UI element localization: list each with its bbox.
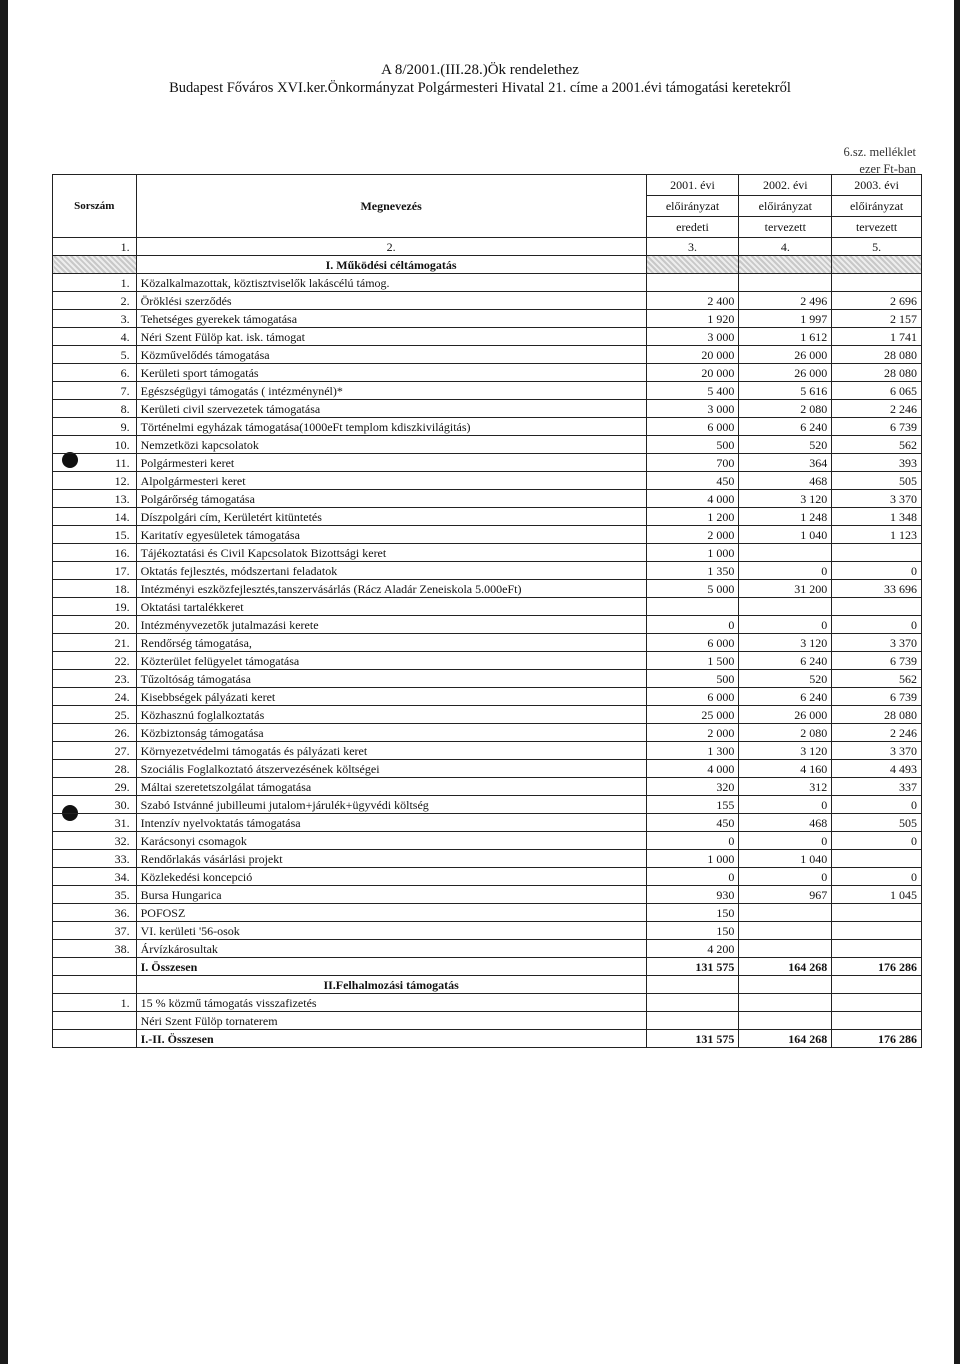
row-number: [53, 1012, 137, 1030]
table-row: [53, 472, 922, 490]
row-number: 1.: [53, 994, 137, 1012]
value-2001: 0: [646, 868, 739, 886]
value-2001: 150: [646, 904, 739, 922]
value-2001: 6 000: [646, 634, 739, 652]
row-number: 11.: [53, 454, 137, 472]
row-number: 34.: [53, 868, 137, 886]
scan-edge-right: [954, 0, 960, 1364]
value-2001: 3 000: [646, 400, 739, 418]
row-number: 7.: [53, 382, 137, 400]
table-row: [53, 760, 922, 778]
value-2002: 6 240: [739, 688, 832, 706]
table-row: [53, 598, 922, 616]
row-name: Tűzoltóság támogatása: [136, 670, 646, 688]
value-2001: [646, 994, 739, 1012]
value-2002: [739, 904, 832, 922]
value-2001: 20 000: [646, 346, 739, 364]
value-2003: [832, 904, 922, 922]
table-row: [53, 940, 922, 958]
row-number: 4.: [53, 328, 137, 346]
row-number: 21.: [53, 634, 137, 652]
annex-label: 6.sz. melléklet: [843, 145, 916, 159]
row-name: Kerületi sport támogatás: [136, 364, 646, 382]
value-2001: 20 000: [646, 364, 739, 382]
table-row: [53, 508, 922, 526]
value-2001: 700: [646, 454, 739, 472]
row-number: 38.: [53, 940, 137, 958]
value-2002: 6 240: [739, 418, 832, 436]
table-row: [53, 850, 922, 868]
value-2002: 3 120: [739, 490, 832, 508]
value-2001: 4 200: [646, 940, 739, 958]
row-number: [53, 1030, 137, 1048]
value-2001: [646, 1012, 739, 1030]
value-2001: 5 400: [646, 382, 739, 400]
row-name: Polgármesteri keret: [136, 454, 646, 472]
table-row: [53, 868, 922, 886]
col-header-megnevezes: Megnevezés: [136, 175, 646, 238]
row-number: 23.: [53, 670, 137, 688]
value-2003: 3 370: [832, 490, 922, 508]
value-2001: 0: [646, 832, 739, 850]
row-name: Intézményvezetők jutalmazási kerete: [136, 616, 646, 634]
col-header-2001-type: előirányzat: [646, 196, 739, 217]
row-number: 9.: [53, 418, 137, 436]
value-2001: 6 000: [646, 688, 739, 706]
row-number: 35.: [53, 886, 137, 904]
value-2003: [832, 922, 922, 940]
row-name: I. Összesen: [136, 958, 646, 976]
value-2003: 393: [832, 454, 922, 472]
empty-cell: [646, 976, 739, 994]
value-2003: 337: [832, 778, 922, 796]
value-2003: 0: [832, 796, 922, 814]
value-2001: 0: [646, 616, 739, 634]
value-2002: 1 612: [739, 328, 832, 346]
col-header-sorszam: Sorszám: [53, 175, 137, 238]
row-name: Szabó Istvánné jubilleumi jutalom+járulék+ügyvédi költség: [136, 796, 646, 814]
value-2002: 1 997: [739, 310, 832, 328]
row-name: Közlekedési koncepció: [136, 868, 646, 886]
col-number: 4.: [739, 238, 832, 256]
table-row: [53, 814, 922, 832]
row-name: Karitatív egyesületek támogatása: [136, 526, 646, 544]
table-row: [53, 706, 922, 724]
row-number: 5.: [53, 346, 137, 364]
value-2003: [832, 994, 922, 1012]
row-number: 37.: [53, 922, 137, 940]
row-name: Szociális Foglalkoztató átszervezésének költségei: [136, 760, 646, 778]
value-2002: 1 040: [739, 850, 832, 868]
table-row: [53, 742, 922, 760]
value-2002: 2 080: [739, 724, 832, 742]
value-2003: 2 696: [832, 292, 922, 310]
value-2003: 562: [832, 436, 922, 454]
table-row: [53, 310, 922, 328]
value-2002: 3 120: [739, 742, 832, 760]
col-header-2003-year: 2003. évi: [832, 175, 922, 196]
row-name: VI. kerületi '56-osok: [136, 922, 646, 940]
table-row: [53, 544, 922, 562]
value-2001: 5 000: [646, 580, 739, 598]
section-title-row: [53, 976, 922, 994]
table-row: [53, 490, 922, 508]
value-2003: [832, 598, 922, 616]
document-reference: A 8/2001.(III.28.)Ök rendelethez: [381, 62, 579, 78]
table-row: [53, 616, 922, 634]
value-2001: [646, 598, 739, 616]
value-2003: 0: [832, 832, 922, 850]
value-2002: 967: [739, 886, 832, 904]
row-number: 20.: [53, 616, 137, 634]
value-2003: 1 045: [832, 886, 922, 904]
row-number: 8.: [53, 400, 137, 418]
value-2001: 2 400: [646, 292, 739, 310]
value-2002: 0: [739, 868, 832, 886]
row-number: 14.: [53, 508, 137, 526]
value-2003: 2 246: [832, 724, 922, 742]
row-number: 26.: [53, 724, 137, 742]
table-row: [53, 274, 922, 292]
table-row: [53, 454, 922, 472]
row-name: Rendőrlakás vásárlási projekt: [136, 850, 646, 868]
value-2003: 1 741: [832, 328, 922, 346]
value-2003: 0: [832, 868, 922, 886]
row-number: 12.: [53, 472, 137, 490]
value-2002: 5 616: [739, 382, 832, 400]
value-2002: 26 000: [739, 364, 832, 382]
value-2001: 3 000: [646, 328, 739, 346]
value-2002: 1 040: [739, 526, 832, 544]
table-row: [53, 688, 922, 706]
value-2002: 520: [739, 670, 832, 688]
value-2001: 1 350: [646, 562, 739, 580]
row-name: Közbiztonság támogatása: [136, 724, 646, 742]
shaded-cell: [739, 256, 832, 274]
row-number: 17.: [53, 562, 137, 580]
value-2001: 2 000: [646, 526, 739, 544]
row-name: Intenzív nyelvoktatás támogatása: [136, 814, 646, 832]
table-row: [53, 400, 922, 418]
value-2002: 0: [739, 562, 832, 580]
row-name: Közalkalmazottak, köztisztviselők lakáscélú támog.: [136, 274, 646, 292]
value-2003: 6 065: [832, 382, 922, 400]
value-2001: 150: [646, 922, 739, 940]
value-2002: 468: [739, 472, 832, 490]
row-number: 32.: [53, 832, 137, 850]
row-name: Néri Szent Fülöp tornaterem: [136, 1012, 646, 1030]
row-name: Közterület felügyelet támogatása: [136, 652, 646, 670]
shaded-cell: [832, 256, 922, 274]
table-row: [53, 436, 922, 454]
table-row: [53, 634, 922, 652]
row-name: Történelmi egyházak támogatása(1000eFt templom kdiszkivilágitás): [136, 418, 646, 436]
col-number: 2.: [136, 238, 646, 256]
row-number: [53, 958, 137, 976]
value-2003: 505: [832, 472, 922, 490]
document-title: Budapest Főváros XVI.ker.Önkormányzat Polgármesteri Hivatal 21. címe a 2001.évi támogatási keretekről: [169, 80, 791, 96]
value-2001: 1 200: [646, 508, 739, 526]
empty-cell: [739, 976, 832, 994]
value-2003: 0: [832, 616, 922, 634]
value-2002: [739, 598, 832, 616]
empty-cell: [832, 976, 922, 994]
value-2003: 562: [832, 670, 922, 688]
row-name: 15 % közmű támogatás visszafizetés: [136, 994, 646, 1012]
value-2001: 1 500: [646, 652, 739, 670]
value-2003: 6 739: [832, 418, 922, 436]
value-2001: 450: [646, 814, 739, 832]
value-2002: [739, 994, 832, 1012]
table-row: [53, 904, 922, 922]
value-2002: 312: [739, 778, 832, 796]
table-row: [53, 328, 922, 346]
table-row: [53, 364, 922, 382]
value-2003: [832, 850, 922, 868]
value-2003: 6 739: [832, 652, 922, 670]
value-2003: 2 246: [832, 400, 922, 418]
col-header-2003-type: előirányzat: [832, 196, 922, 217]
row-name: Polgárőrség támogatása: [136, 490, 646, 508]
value-2003: 176 286: [832, 958, 922, 976]
value-2002: 164 268: [739, 1030, 832, 1048]
row-number: 18.: [53, 580, 137, 598]
row-name: Néri Szent Fülöp kat. isk. támogat: [136, 328, 646, 346]
value-2001: 1 000: [646, 850, 739, 868]
value-2003: 3 370: [832, 742, 922, 760]
value-2002: 0: [739, 832, 832, 850]
row-name: POFOSZ: [136, 904, 646, 922]
row-name: Kisebbségek pályázati keret: [136, 688, 646, 706]
value-2001: 155: [646, 796, 739, 814]
col-number: 1.: [53, 238, 137, 256]
value-2003: 176 286: [832, 1030, 922, 1048]
value-2002: 6 240: [739, 652, 832, 670]
row-number: 27.: [53, 742, 137, 760]
row-number: 2.: [53, 292, 137, 310]
row-number: 10.: [53, 436, 137, 454]
value-2003: 2 157: [832, 310, 922, 328]
value-2001: 500: [646, 670, 739, 688]
value-2003: 33 696: [832, 580, 922, 598]
row-name: Intézményi eszközfejlesztés,tanszervásárlás (Rácz Aladár Zeneiskola 5.000eFt): [136, 580, 646, 598]
table-row: [53, 922, 922, 940]
unit-label: ezer Ft-ban: [859, 162, 916, 176]
value-2002: 0: [739, 796, 832, 814]
value-2002: 1 248: [739, 508, 832, 526]
value-2003: 3 370: [832, 634, 922, 652]
row-number: 22.: [53, 652, 137, 670]
value-2003: 28 080: [832, 364, 922, 382]
table-row: [53, 418, 922, 436]
row-name: Árvízkárosultak: [136, 940, 646, 958]
value-2003: 0: [832, 562, 922, 580]
value-2002: 0: [739, 616, 832, 634]
value-2003: [832, 544, 922, 562]
value-2001: 4 000: [646, 760, 739, 778]
col-header-2002-year: 2002. évi: [739, 175, 832, 196]
value-2001: 6 000: [646, 418, 739, 436]
value-2003: [832, 1012, 922, 1030]
value-2003: 505: [832, 814, 922, 832]
col-header-2002-type: előirányzat: [739, 196, 832, 217]
value-2001: 1 000: [646, 544, 739, 562]
row-number: 30.: [53, 796, 137, 814]
table-row: [53, 778, 922, 796]
value-2002: 26 000: [739, 346, 832, 364]
table-row: [53, 292, 922, 310]
row-number: 19.: [53, 598, 137, 616]
value-2001: 2 000: [646, 724, 739, 742]
value-2002: [739, 940, 832, 958]
table-row: [53, 382, 922, 400]
row-number: 6.: [53, 364, 137, 382]
value-2003: 4 493: [832, 760, 922, 778]
row-name: Bursa Hungarica: [136, 886, 646, 904]
value-2003: 6 739: [832, 688, 922, 706]
col-header-2001-year: 2001. évi: [646, 175, 739, 196]
table-row: [53, 886, 922, 904]
shaded-cell: [646, 256, 739, 274]
value-2001: 1 300: [646, 742, 739, 760]
row-name: Rendőrség támogatása,: [136, 634, 646, 652]
value-2003: 1 123: [832, 526, 922, 544]
value-2003: 28 080: [832, 346, 922, 364]
row-name: Tehetséges gyerekek támogatása: [136, 310, 646, 328]
scan-edge-left: [0, 0, 8, 1364]
col-header-2002-status: tervezett: [739, 217, 832, 238]
value-2001: 930: [646, 886, 739, 904]
col-number: 3.: [646, 238, 739, 256]
row-name: Egészségügyi támogatás ( intézménynél)*: [136, 382, 646, 400]
table-row: [53, 832, 922, 850]
value-2003: [832, 940, 922, 958]
value-2002: 364: [739, 454, 832, 472]
row-name: Máltai szeretetszolgálat támogatása: [136, 778, 646, 796]
row-name: Öröklési szerződés: [136, 292, 646, 310]
value-2002: [739, 274, 832, 292]
row-number: 25.: [53, 706, 137, 724]
section-title: I. Működési céltámogatás: [136, 256, 646, 274]
row-name: Közművelődés támogatása: [136, 346, 646, 364]
col-number: 5.: [832, 238, 922, 256]
budget-table: [52, 174, 922, 1048]
value-2002: 2 496: [739, 292, 832, 310]
row-number: 16.: [53, 544, 137, 562]
value-2001: 131 575: [646, 958, 739, 976]
row-name: Környezetvédelmi támogatás és pályázati keret: [136, 742, 646, 760]
table-row: [53, 580, 922, 598]
row-name: Kerületi civil szervezetek támogatása: [136, 400, 646, 418]
value-2001: 320: [646, 778, 739, 796]
row-name: Oktatási tartalékkeret: [136, 598, 646, 616]
table-row: [53, 346, 922, 364]
col-header-2003-status: tervezett: [832, 217, 922, 238]
row-number: 1.: [53, 274, 137, 292]
total-row: [53, 958, 922, 976]
section-title: II.Felhalmozási támogatás: [136, 976, 646, 994]
col-header-2001-status: eredeti: [646, 217, 739, 238]
table-row: [53, 994, 922, 1012]
value-2001: 450: [646, 472, 739, 490]
row-number: 29.: [53, 778, 137, 796]
value-2002: 520: [739, 436, 832, 454]
row-name: I.-II. Összesen: [136, 1030, 646, 1048]
row-name: Alpolgármesteri keret: [136, 472, 646, 490]
value-2003: [832, 274, 922, 292]
value-2001: 4 000: [646, 490, 739, 508]
table-row: [53, 724, 922, 742]
row-number: 31.: [53, 814, 137, 832]
table-row: [53, 526, 922, 544]
row-number: 33.: [53, 850, 137, 868]
row-name: Közhasznú foglalkoztatás: [136, 706, 646, 724]
value-2002: 4 160: [739, 760, 832, 778]
row-number: 15.: [53, 526, 137, 544]
table-row: [53, 562, 922, 580]
value-2002: 26 000: [739, 706, 832, 724]
row-name: Tájékoztatási és Civil Kapcsolatok Bizottsági keret: [136, 544, 646, 562]
row-number: 28.: [53, 760, 137, 778]
value-2003: 28 080: [832, 706, 922, 724]
row-number: 13.: [53, 490, 137, 508]
value-2002: [739, 922, 832, 940]
value-2001: 1 920: [646, 310, 739, 328]
row-name: Oktatás fejlesztés, módszertani feladatok: [136, 562, 646, 580]
row-name: Nemzetközi kapcsolatok: [136, 436, 646, 454]
table-row: [53, 796, 922, 814]
value-2002: 3 120: [739, 634, 832, 652]
row-number: 36.: [53, 904, 137, 922]
row-number: 24.: [53, 688, 137, 706]
row-name: Díszpolgári cím, Kerületért kitüntetés: [136, 508, 646, 526]
table-row: [53, 670, 922, 688]
empty-cell: [53, 976, 137, 994]
row-name: Karácsonyi csomagok: [136, 832, 646, 850]
value-2001: 25 000: [646, 706, 739, 724]
table-row: [53, 652, 922, 670]
value-2001: 500: [646, 436, 739, 454]
shaded-cell: [53, 256, 137, 274]
value-2003: 1 348: [832, 508, 922, 526]
table-row: [53, 1012, 922, 1030]
value-2002: [739, 544, 832, 562]
value-2001: 131 575: [646, 1030, 739, 1048]
value-2002: 31 200: [739, 580, 832, 598]
value-2002: 2 080: [739, 400, 832, 418]
row-number: 3.: [53, 310, 137, 328]
value-2002: 164 268: [739, 958, 832, 976]
value-2002: [739, 1012, 832, 1030]
grand-total-row: [53, 1030, 922, 1048]
value-2001: [646, 274, 739, 292]
value-2002: 468: [739, 814, 832, 832]
